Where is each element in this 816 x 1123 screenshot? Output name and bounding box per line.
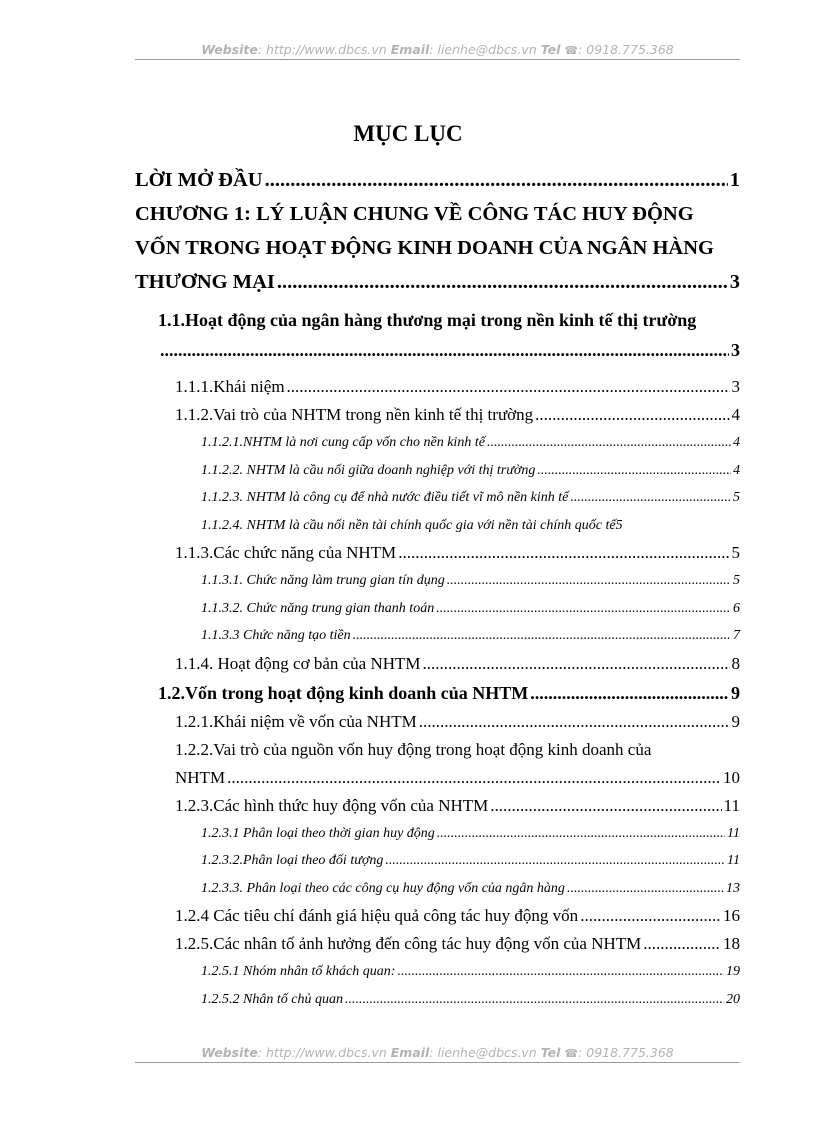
dot-leader — [265, 163, 728, 197]
dot-leader — [398, 539, 729, 567]
table-of-contents — [135, 163, 740, 1013]
toc-entry-1-2-3-1[interactable]: 1.2.3.1 Phân loại theo thời gian huy động ..... 11 — [135, 820, 740, 848]
toc-entry-1-2-5-1[interactable]: 1.2.5.1 Nhóm nhân tố khách quan: ..... 19 — [135, 958, 740, 986]
dot-leader — [345, 986, 724, 1014]
toc-entry-1-2-2-title[interactable]: 1.2.2.Vai trò của nguồn vốn huy động trong hoạt động kinh doanh của — [175, 739, 652, 759]
toc-entry-1-1-3-1[interactable]: 1.1.3.1. Chức năng làm trung gian tín dụng ..... 5 — [135, 567, 740, 595]
toc-entry-1-1-3-3[interactable]: 1.1.3.3 Chức năng tạo tiền ..... 7 — [135, 622, 740, 650]
footer-website-value: : http://www.dbcs.vn — [257, 1045, 387, 1060]
dot-leader — [437, 820, 725, 848]
dot-leader — [490, 792, 721, 820]
toc-entry-1-2-5[interactable]: 1.2.5.Các nhân tố ảnh hưởng đến công tác huy động vốn của NHTM ..... 18 — [135, 930, 740, 958]
toc-entry-chapter1[interactable]: THƯƠNG MẠI ..... 3 — [135, 265, 740, 299]
dot-leader — [570, 484, 731, 512]
toc-entry-intro[interactable]: LỜI MỞ ĐẦU ..... 1 — [135, 163, 740, 197]
toc-entry-1-1-2-2[interactable]: 1.1.2.2. NHTM là cầu nối giữa doanh nghiệp với thị trường ..... 4 — [135, 457, 740, 485]
dot-leader — [423, 650, 730, 678]
toc-entry-1-1-3[interactable]: 1.1.3.Các chức năng của NHTM ..... 5 — [135, 539, 740, 567]
toc-entry-1-2-2[interactable]: NHTM ..... 10 — [135, 764, 740, 792]
header-website-value: : http://www.dbcs.vn — [257, 42, 387, 57]
footer-tel-value: : 0918.775.368 — [578, 1045, 674, 1060]
page-header — [135, 42, 740, 60]
toc-entry-1-1[interactable]: ..... 3 — [135, 335, 740, 365]
dot-leader — [580, 902, 721, 930]
toc-entry-1-1-title[interactable]: 1.1.Hoạt động của ngân hàng thương mại trong nền kinh tế thị trường — [158, 310, 697, 330]
dot-leader — [487, 429, 731, 457]
header-tel-value: : 0918.775.368 — [578, 42, 674, 57]
toc-entry-1-1-2-3[interactable]: 1.1.2.3. NHTM là công cụ để nhà nước điều tiết vĩ mô nền kinh tế ..... 5 — [135, 484, 740, 512]
dot-leader — [419, 708, 730, 736]
header-email-value: : lienhe@dbcs.vn — [429, 42, 537, 57]
dot-leader — [537, 457, 731, 485]
dot-leader — [160, 335, 729, 365]
header-website-label: Website — [201, 42, 258, 57]
dot-leader — [397, 958, 724, 986]
toc-entry-chapter1-line1[interactable]: CHƯƠNG 1: LÝ LUẬN CHUNG VỀ CÔNG TÁC HUY ĐỘNG — [135, 203, 694, 225]
footer-email-label: Email — [390, 1045, 430, 1060]
dot-leader — [535, 401, 729, 429]
toc-entry-1-2-3-3[interactable]: 1.2.3.3. Phân loại theo các công cụ huy động vốn của ngân hàng ..... 13 — [135, 875, 740, 903]
telephone-icon: ☎ — [564, 1047, 579, 1060]
toc-entry-1-1-4[interactable]: 1.1.4. Hoạt động cơ bản của NHTM ..... 8 — [135, 650, 740, 678]
footer-website-label: Website — [201, 1045, 258, 1060]
dot-leader — [227, 764, 721, 792]
toc-entry-1-2-3-2[interactable]: 1.2.3.2.Phân loại theo đối tượng ..... 11 — [135, 847, 740, 875]
footer-tel-label: Tel — [540, 1045, 561, 1060]
toc-entry-1-1-2-4[interactable]: 1.1.2.4. NHTM là cầu nối nền tài chính quốc gia với nền tài chính quốc tế 5 — [201, 517, 623, 533]
page-footer — [135, 1045, 740, 1063]
dot-leader — [643, 930, 721, 958]
dot-leader — [277, 265, 728, 299]
page-title: MỤC LỤC — [353, 121, 463, 146]
toc-entry-1-1-1[interactable]: 1.1.1.Khái niệm ..... 3 — [135, 373, 740, 401]
telephone-icon: ☎ — [564, 44, 579, 57]
header-email-label: Email — [390, 42, 430, 57]
dot-leader — [385, 847, 725, 875]
footer-email-value: : lienhe@dbcs.vn — [429, 1045, 537, 1060]
toc-entry-1-2-4[interactable]: 1.2.4 Các tiêu chí đánh giá hiệu quả công tác huy động vốn ..... 16 — [135, 902, 740, 930]
dot-leader — [530, 678, 729, 708]
toc-entry-1-2-1[interactable]: 1.2.1.Khái niệm về vốn của NHTM ..... 9 — [135, 708, 740, 736]
toc-entry-1-2[interactable]: 1.2.Vốn trong hoạt động kinh doanh của NHTM ..... 9 — [135, 678, 740, 708]
toc-entry-1-2-3[interactable]: 1.2.3.Các hình thức huy động vốn của NHTM ..... 11 — [135, 792, 740, 820]
header-tel-label: Tel — [540, 42, 561, 57]
toc-entry-1-2-5-2[interactable]: 1.2.5.2 Nhân tố chủ quan ..... 20 — [135, 986, 740, 1014]
dot-leader — [436, 595, 731, 623]
dot-leader — [447, 567, 731, 595]
toc-entry-1-1-2[interactable]: 1.1.2.Vai trò của NHTM trong nền kinh tế thị trường ..... 4 — [135, 401, 740, 429]
dot-leader — [567, 875, 724, 903]
toc-entry-1-1-3-2[interactable]: 1.1.3.2. Chức năng trung gian thanh toán ..... 6 — [135, 595, 740, 623]
toc-entry-chapter1-line2[interactable]: VỐN TRONG HOẠT ĐỘNG KINH DOANH CỦA NGÂN HÀNG — [135, 237, 714, 259]
dot-leader — [287, 373, 730, 401]
toc-entry-1-1-2-1[interactable]: 1.1.2.1.NHTM là nơi cung cấp vốn cho nền kinh tế ..... 4 — [135, 429, 740, 457]
dot-leader — [353, 622, 731, 650]
